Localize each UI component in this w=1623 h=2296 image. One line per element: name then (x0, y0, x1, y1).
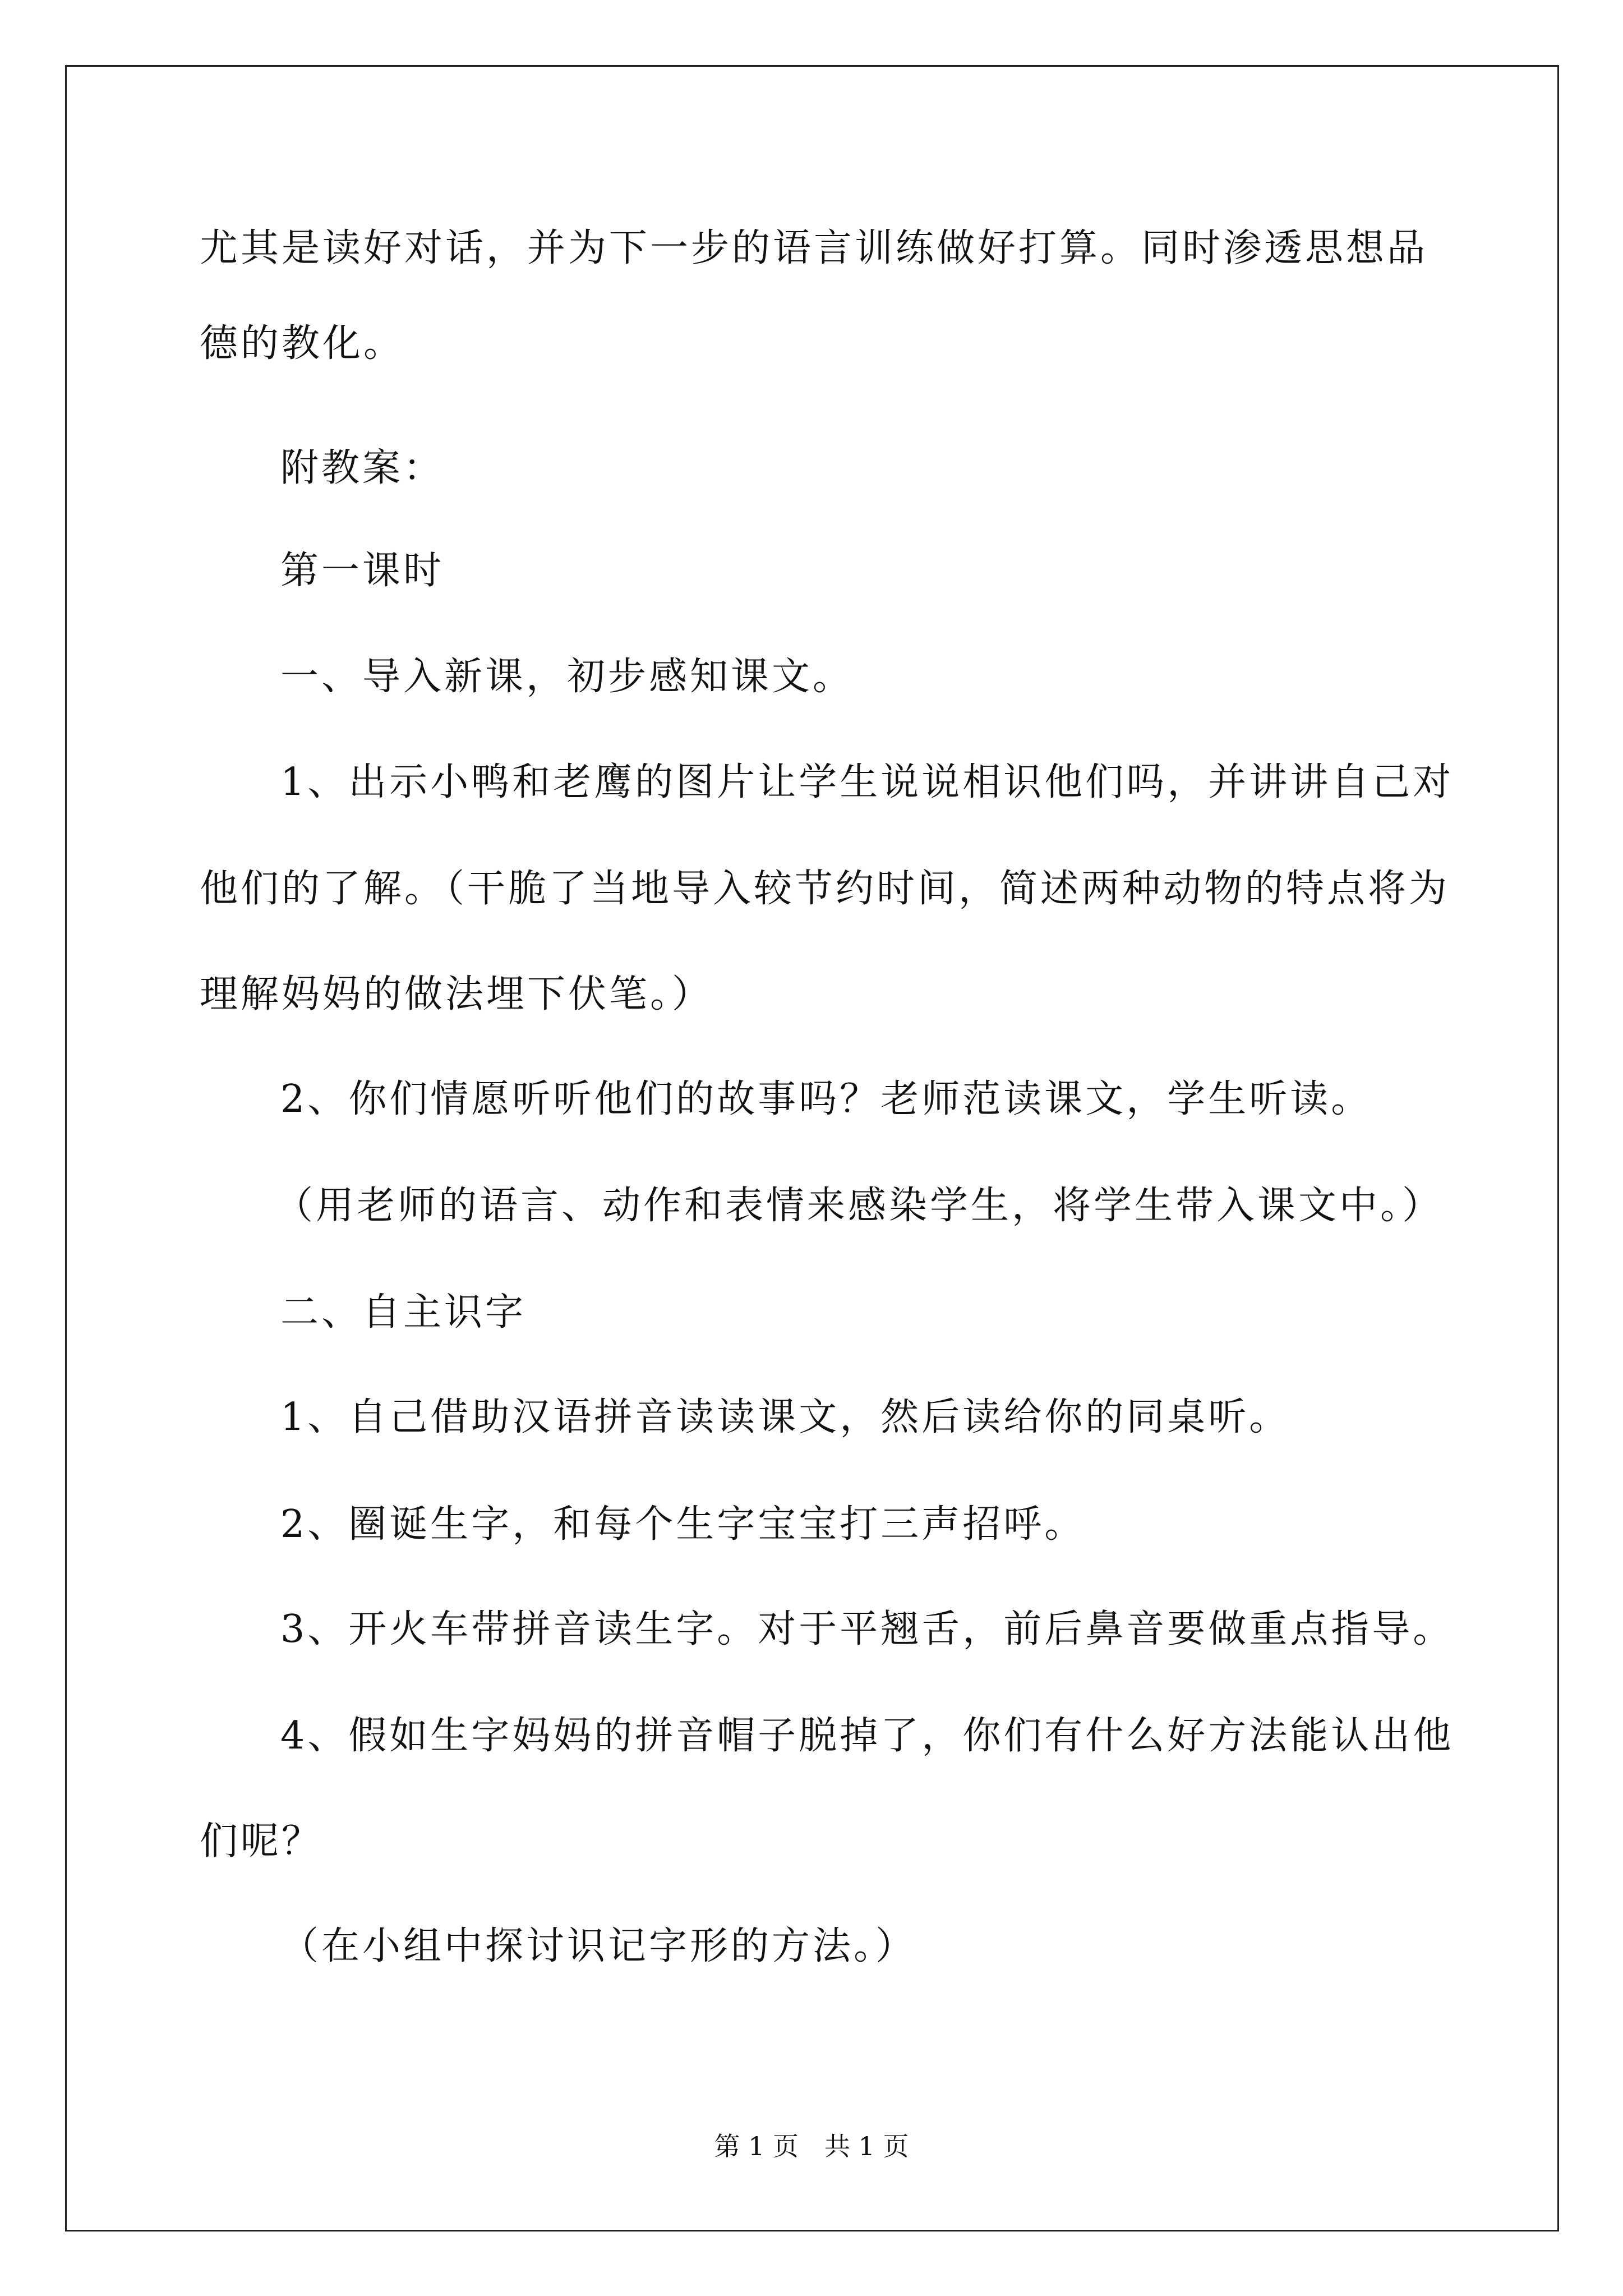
section-heading: 二、自主识字 (280, 1290, 527, 1335)
paragraph-line: 德的教化。 (200, 321, 405, 366)
paragraph-line: 1、自己借助汉语拼音读读课文，然后读给你的同桌听。 (280, 1395, 1290, 1439)
section-heading: 一、导入新课，初步感知课文。 (280, 655, 854, 699)
paragraph-line: 尤其是读好对话，并为下一步的语言训练做好打算。同时渗透思想品 (200, 226, 1428, 270)
paragraph-line: 4、假如生字妈妈的拼音帽子脱掉了，你们有什么好方法能认出他 (280, 1714, 1454, 1758)
paragraph-line: 他们的了解。（干脆了当地导入较节约时间，简述两种动物的特点将为 (200, 867, 1450, 911)
paragraph-line: 2、你们情愿听听他们的故事吗？老师范读课文，学生听读。 (280, 1077, 1372, 1121)
paragraph-line: 2、圈诞生字，和每个生字宝宝打三声招呼。 (280, 1502, 1086, 1547)
paragraph-line: 附教案： (280, 446, 445, 490)
section-heading: 第一课时 (280, 549, 445, 593)
paragraph-line: 们呢？ (200, 1819, 323, 1864)
page-number-footer: 第 1 页 共 1 页 (714, 2131, 909, 2161)
paragraph-line: 理解妈妈的做法埋下伏笔。） (200, 972, 713, 1016)
paragraph-line: （在小组中探讨识记字形的方法。） (280, 1924, 917, 1968)
paragraph-line: （用老师的语言、动作和表情来感染学生，将学生带入课文中。） (275, 1184, 1444, 1228)
page-border (65, 65, 1559, 2231)
paragraph-line: 3、开火车带拼音读生字。对于平翘舌，前后鼻音要做重点指导。 (280, 1607, 1454, 1651)
paragraph-line: 1、出示小鸭和老鹰的图片让学生说说相识他们吗，并讲讲自己对 (280, 760, 1454, 804)
